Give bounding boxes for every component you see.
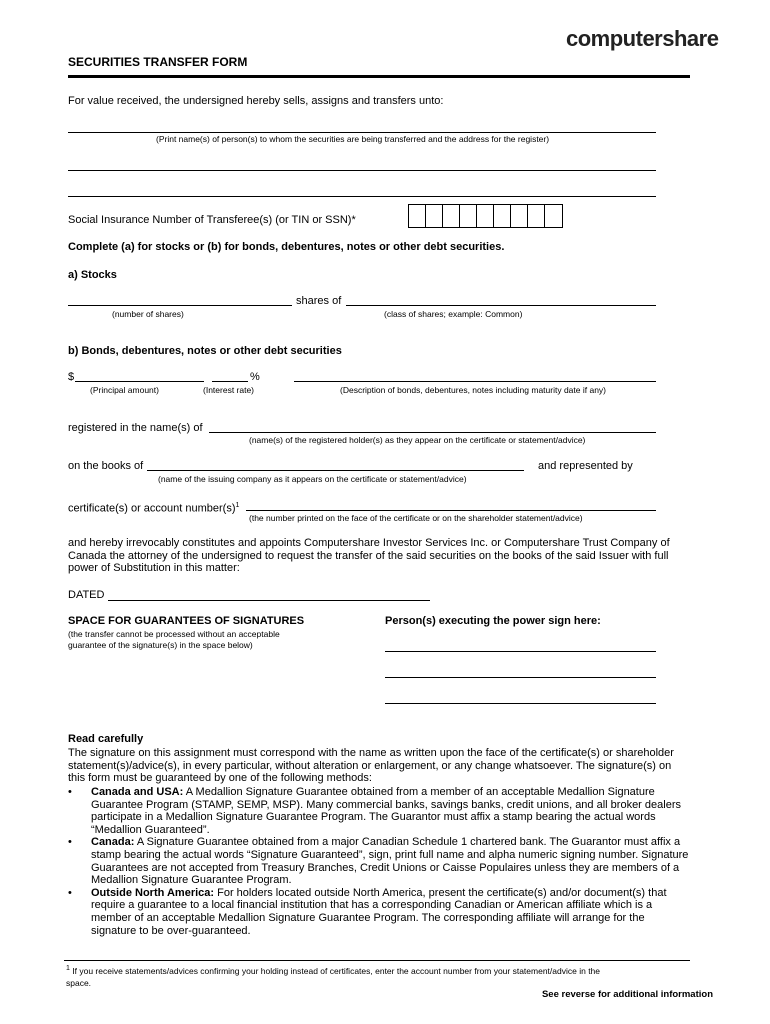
sin-digit-box[interactable] — [511, 205, 528, 227]
certificate-number-line[interactable] — [246, 510, 656, 511]
guarantee-methods-list — [68, 786, 718, 937]
certificate-footnote-mark: 1 — [235, 502, 240, 509]
bond-description-caption: (Description of bonds, debentures, notes including maturity date if any) — [340, 385, 607, 395]
sin-digit-box[interactable] — [426, 205, 443, 227]
appoint-line: Canada the attorney of the undersigned to request the transfer of the said securities on the books of the said Issuer with full — [68, 549, 669, 562]
method-canada-usa — [68, 786, 718, 836]
footnote-line-2: space. — [66, 978, 92, 988]
method-text: A Medallion Signature Guarantee obtained from a member of an acceptable Medallion Signature — [183, 786, 655, 798]
guarantee-note-line-1: (the transfer cannot be processed without an acceptable — [68, 629, 280, 639]
bullet: • — [68, 836, 72, 849]
method-text: stamp bearing the actual words “Signature Guaranteed”, sign, print full name and alpha numeric signing number. Signature — [91, 848, 689, 861]
stocks-heading: a) Stocks — [68, 269, 117, 281]
read-carefully-paragraph — [68, 747, 674, 785]
method-label: Canada: — [91, 836, 135, 849]
logo-text: computershare — [566, 26, 719, 51]
sin-digit-box[interactable] — [409, 205, 426, 227]
number-of-shares-caption: (number of shares) — [112, 309, 184, 319]
sin-digit-box[interactable] — [528, 205, 545, 227]
method-text: require a guarantee to a local financial institution that has a corresponding Canadian or American affiliate which is a — [91, 899, 653, 912]
intro-text: For value received, the undersigned hereby sells, assigns and transfers unto: — [68, 95, 444, 107]
transferee-address-line-1[interactable] — [68, 170, 656, 171]
dated-label: DATED — [68, 589, 105, 601]
footnote-line-1 — [66, 964, 600, 976]
principal-amount-line[interactable] — [75, 381, 204, 382]
see-reverse-note: See reverse for additional information — [541, 989, 713, 1000]
footnote-rule — [64, 960, 690, 961]
sin-digit-box[interactable] — [494, 205, 511, 227]
number-of-shares-line[interactable] — [68, 305, 292, 306]
method-text: Medallion Signature Guarantee Program. — [91, 874, 292, 887]
method-text: signature to be over-guaranteed. — [91, 924, 251, 937]
issuing-company-line[interactable] — [147, 470, 524, 471]
method-text: Guarantee Program (STAMP, SEMP, MSP). Many commercial banks, savings banks, credit unions, and all broker dealers — [91, 798, 681, 811]
method-label: Canada and USA: — [91, 786, 184, 798]
dated-line[interactable] — [108, 600, 430, 601]
appoint-line: and hereby irrevocably constitutes and appoints Computershare Investor Services Inc. or Computershare Trust Company of — [68, 537, 670, 549]
method-text: Guarantees are not accepted from Treasury Branches, Credit Unions or Caisse Populaires unless they are members of a — [91, 861, 680, 874]
transferee-address-line-2[interactable] — [68, 196, 656, 197]
signature-line-3[interactable] — [385, 703, 656, 704]
signature-line-2[interactable] — [385, 677, 656, 678]
method-text: “Medallion Guaranteed”. — [91, 823, 210, 836]
registered-caption: (name(s) of the registered holder(s) as they appear on the certificate or statement/advice) — [249, 435, 586, 445]
principal-amount-caption: (Principal amount) — [90, 385, 159, 395]
guarantee-heading: SPACE FOR GUARANTEES OF SIGNATURES — [68, 615, 305, 627]
bond-description-line[interactable] — [294, 381, 656, 382]
guarantee-note-line-2: guarantee of the signature(s) in the space below) — [68, 640, 253, 650]
class-of-shares-line[interactable] — [346, 305, 656, 306]
method-text: A Signature Guarantee obtained from a major Canadian Schedule 1 chartered bank. The Guarantor must affix a — [134, 836, 681, 849]
books-label: on the books of — [68, 460, 144, 472]
certificate-label — [68, 499, 239, 516]
sin-input-boxes[interactable] — [408, 204, 563, 228]
read-carefully-line: The signature on this assignment must correspond with the name as written upon the face of the certificate(s) or shareholder — [68, 747, 674, 759]
signature-line-1[interactable] — [385, 651, 656, 652]
computershare-logo — [566, 26, 718, 52]
appoint-line: power of Substitution in this matter: — [68, 562, 240, 575]
method-text: For holders located outside North America, present the certificate(s) and/or document(s) that — [214, 886, 667, 899]
bullet: • — [68, 786, 72, 798]
method-text: participate in a Medallion Signature Guarantee Program. The Guarantor must affix a stamp bearing the actual words — [91, 811, 656, 824]
method-label: Outside North America: — [91, 886, 215, 899]
bullet: • — [68, 886, 72, 899]
interest-rate-line[interactable] — [212, 381, 248, 382]
read-carefully-line: this form must be guaranteed by one of the following methods: — [68, 772, 372, 785]
dollar-sign: $ — [68, 371, 75, 383]
title-rule — [68, 75, 690, 78]
method-canada — [68, 836, 718, 886]
page-title: SECURITIES TRANSFER FORM — [68, 55, 248, 69]
certificate-label-text: certificate(s) or account number(s) — [68, 502, 236, 515]
transferee-caption: (Print name(s) of person(s) to whom the securities are being transferred and the address for the register) — [156, 134, 550, 144]
sin-digit-box[interactable] — [477, 205, 494, 227]
registered-holder-line[interactable] — [209, 432, 656, 433]
books-caption: (name of the issuing company as it appears on the certificate or statement/advice) — [158, 474, 467, 484]
certificate-caption: (the number printed on the face of the certificate or on the shareholder statement/advice) — [249, 513, 583, 523]
transferee-name-line[interactable] — [68, 132, 656, 133]
percent-sign: % — [250, 371, 260, 383]
registered-label: registered in the name(s) of — [68, 422, 203, 434]
bonds-heading: b) Bonds, debentures, notes or other debt securities — [68, 345, 342, 357]
method-outside-north-america — [68, 887, 718, 937]
sin-label: Social Insurance Number of Transferee(s) (or TIN or SSN)* — [68, 214, 356, 226]
persons-sign-heading: Person(s) executing the power sign here: — [385, 615, 601, 627]
class-of-shares-caption: (class of shares; example: Common) — [384, 309, 523, 319]
sin-digit-box[interactable] — [460, 205, 477, 227]
shares-of-label: shares of — [296, 295, 342, 307]
read-carefully-line: statement(s)/advice(s), in every particular, without alteration or enlargement, or any change whatsoever. The signature(s) on — [68, 759, 672, 772]
footnote-text: If you receive statements/advices confirming your holding instead of certificates, enter the account number from your statement/advice in the — [69, 965, 601, 976]
read-carefully-heading: Read carefully — [68, 733, 144, 745]
footnote-mark: 1 — [66, 965, 70, 972]
sin-digit-box[interactable] — [545, 205, 562, 227]
sin-digit-box[interactable] — [443, 205, 460, 227]
appoint-paragraph — [68, 537, 670, 575]
complete-note: Complete (a) for stocks or (b) for bonds, debentures, notes or other debt securities. — [68, 241, 505, 253]
interest-rate-caption: (Interest rate) — [203, 385, 255, 395]
represented-label: and represented by — [538, 460, 633, 472]
method-text: member of an acceptable Medallion Signature Guarantee Program. The corresponding affiliate will arrange for the — [91, 911, 645, 924]
